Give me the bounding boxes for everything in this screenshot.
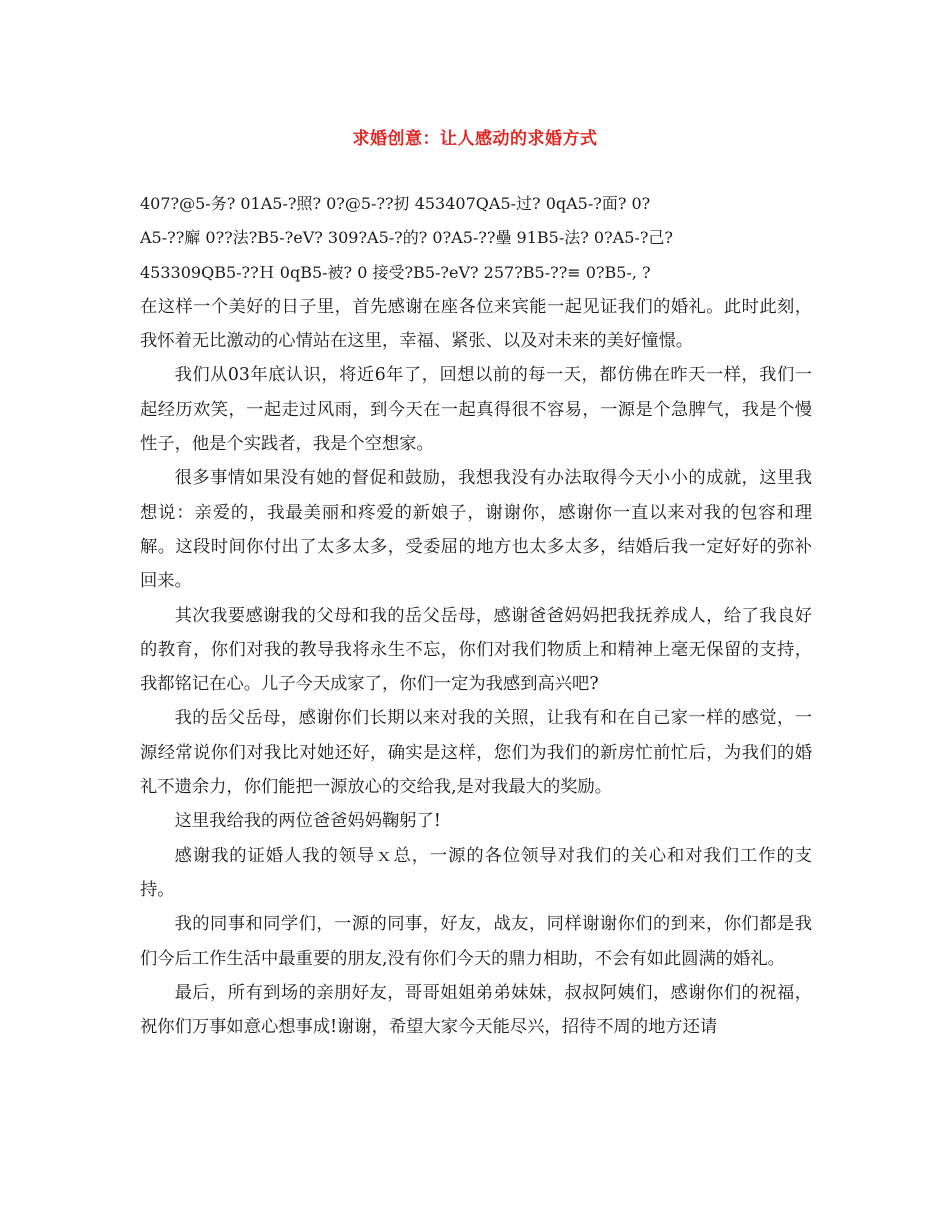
garbled-line: 407?@5-务? 01A5-?照? 0?@5-??扨 453407QA5-过? 0qA5-?面? 0? [140, 194, 651, 213]
garbled-line: 453309QB5-??Ｈ 0qB5-被? 0 接受?B5-?eV? 257?B5-??≡ 0?B5-, ? [140, 262, 651, 282]
document-title: 求婚创意：让人感动的求婚方式 [352, 129, 598, 149]
paragraph: 这里我给我的两位爸爸妈妈鞠躬了! [174, 811, 441, 832]
garbled-line: A5-??廨 0??法?B5-?eV? 309?A5-?的? 0?A5-??壘 91B5-法? 0?A5-?己? [140, 228, 673, 248]
document-body [140, 187, 812, 1044]
paragraph: 其次我要感谢我的父母和我的岳父岳母，感谢爸爸妈妈把我抚养成人，给了我良好的教育，你们对我的教导我将永生不忘，你们对我们物质上和精神上毫无保留的支持，我都铭记在心。儿子今天成家了，你们一定为我感到高兴吧? [140, 605, 812, 695]
paragraph: 感谢我的证婚人我的领导ｘ总，一源的各位领导对我们的关心和对我们工作的支持。 [140, 845, 812, 900]
paragraph: 我的岳父岳母，感谢你们长期以来对我的关照，让我有和在自己家一样的感觉，一源经常说你们对我比对她还好，确实是这样，您们为我们的新房忙前忙后，为我们的婚礼不遗余力，你们能把一源放心的交给我,是对我最大的奖励。 [140, 708, 812, 798]
paragraph: 最后，所有到场的亲朋好友，哥哥姐姐弟弟妹妹，叔叔阿姨们，感谢你们的祝福，祝你们万事如意心想事成!谢谢，希望大家今天能尽兴，招待不周的地方还请 [140, 982, 812, 1038]
paragraph-opening: 在这样一个美好的日子里，首先感谢在座各位来宾能一起见证我们的婚礼。此时此刻，我怀着无比激动的心情站在这里，幸福、紧张、以及对未来的美好憧憬。 [140, 296, 812, 352]
paragraph: 很多事情如果没有她的督促和鼓励，我想我没有办法取得今天小小的成就，这里我想说：亲爱的，我最美丽和疼爱的新娘子，谢谢你，感谢你一直以来对我的包容和理解。这段时间你付出了太多太多，受委屈的地方也太多太多，结婚后我一定好好的弥补回来。 [140, 468, 812, 592]
paragraph: 我的同事和同学们，一源的同事，好友，战友，同样谢谢你们的到来，你们都是我们今后工作生活中最重要的朋友,没有你们今天的鼎力相助，不会有如此圆满的婚礼。 [140, 914, 812, 969]
paragraph: 我们从03年底认识，将近6年了，回想以前的每一天，都仿佛在昨天一样，我们一起经历欢笑，一起走过风雨，到今天在一起真得很不容易，一源是个急脾气，我是个慢性子，他是个实践者，我是个空想家。 [140, 365, 812, 455]
